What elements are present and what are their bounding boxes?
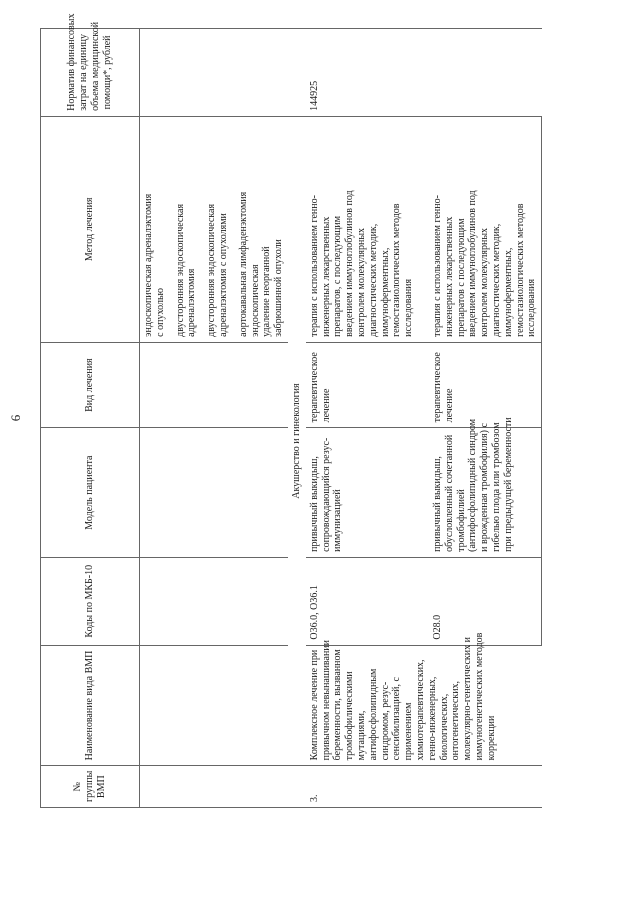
header-treatment-method (41, 116, 140, 342)
group-row-1 (306, 29, 418, 808)
text-line: терапевтическое (431, 352, 443, 423)
text-line: гемостазиологических методов (391, 203, 403, 337)
text-line: инженерных лекарственных (320, 216, 332, 337)
text-line: беременности, вызванном (332, 649, 344, 761)
text-line: исследования (526, 278, 538, 337)
text-line: Модель пациента (84, 455, 96, 530)
text-line: при предыдущей беременности (502, 417, 514, 552)
text-line: диагностических методик, (490, 223, 502, 337)
text-line: биологических, (438, 693, 450, 761)
continuation-codes-cell (140, 557, 288, 645)
text-line: привычном невынашивании (320, 639, 332, 761)
patient-model (306, 428, 418, 557)
text-line: привычный выкидыш, (308, 456, 320, 552)
continuation-method-cell (140, 116, 288, 342)
text-line: (антифосфолипидный синдром (467, 418, 479, 552)
text-line: мутациями, (355, 710, 367, 761)
text-line: Комплексное лечение при (308, 649, 320, 761)
method-line: эндоскопическая (249, 264, 261, 337)
treatment-type (306, 342, 418, 428)
text-line: иммуногенетических методов (473, 632, 485, 761)
text-line: помощи*, рублей (101, 35, 113, 110)
header-row (41, 29, 140, 808)
icd-codes: O28.0 (418, 557, 542, 645)
text-line: применением (403, 702, 415, 761)
method-line: адреналэктомия с опухолями (217, 213, 229, 337)
paragraph-gap (167, 122, 175, 337)
text-line: лечение (320, 388, 332, 423)
text-line: иммуноферментных, (502, 247, 514, 337)
header-cost-norm (41, 13, 140, 117)
text-line: препаратов, с последующим (332, 215, 344, 337)
section-title-row (288, 29, 306, 808)
paragraph-gap (230, 122, 238, 337)
treatment-method (418, 116, 542, 342)
text-line: привычный выкидыш, (431, 456, 443, 552)
method-line: удаление неорганной (261, 246, 273, 337)
method-line: аортокавальная лимфаденэктомия (237, 191, 249, 337)
text-line: введением иммуноглобулинов под (467, 190, 479, 337)
section-title: Акушерство и гинекология (288, 116, 306, 766)
method-line: эндоскопическая адреналэктомия (143, 193, 154, 337)
method-line: забрюшинной опухоли (273, 239, 285, 337)
text-line: терапия с использованием генно- (308, 195, 320, 337)
header-icd-codes (41, 557, 140, 645)
header-vmp-name (41, 645, 140, 766)
text-line: сопровождающийся резус- (320, 437, 332, 552)
text-line: иммунизацией (332, 489, 344, 552)
text-line: терапия с использованием генно- (431, 195, 443, 337)
text-line: тромбофилией (455, 489, 467, 552)
rotated-page (8, 13, 600, 808)
text-line: обусловленный сочетанной (443, 434, 455, 552)
text-line: Наименование вида ВМП (84, 650, 96, 761)
text-line: Норматив финансовых (66, 13, 78, 111)
header-patient-model (41, 428, 140, 557)
method-line: двусторонняя эндоскопическая (174, 203, 186, 337)
text-line: генно-инженерных, (426, 676, 438, 761)
continuation-patient-cell (140, 428, 288, 557)
method-line: с опухолью (154, 288, 166, 337)
vmp-table (40, 13, 542, 808)
paragraph-gap (198, 122, 206, 337)
text-line: химиотерапевтических, (414, 659, 426, 761)
text-line: диагностических методик, (367, 223, 379, 337)
page-number: 6 (8, 414, 23, 422)
text-line: синдромом, резус- (379, 681, 391, 761)
text-line: контролем молекулярных (479, 227, 491, 337)
text-line: Вид лечения (84, 358, 96, 412)
text-line: лечение (443, 388, 455, 423)
text-line: группы (84, 770, 96, 802)
continuation-type-cell (140, 342, 288, 428)
text-line: коррекции (485, 715, 497, 761)
text-line: исследования (403, 278, 415, 337)
treatment-method (306, 116, 418, 342)
text-line: антифосфолипидным (367, 668, 379, 761)
patient-model (418, 417, 542, 557)
text-line: введением иммуноглобулинов под (344, 190, 356, 337)
group-vmp-name (306, 632, 542, 766)
continuation-num-cell (140, 766, 288, 808)
continuation-cost-cell (140, 29, 288, 117)
text-line: Коды по МКБ-10 (84, 564, 96, 638)
text-line: и врожденная тромбофилия) с (479, 423, 491, 552)
text-line: гибелью плода или тромбозом (490, 422, 502, 552)
method-line: двусторонняя эндоскопическая (206, 203, 218, 337)
text-line: Метод лечения (84, 197, 96, 262)
text-line: тромбофилическими (344, 671, 356, 761)
method-line: адреналэктомия (186, 268, 198, 337)
text-line: гемостазиологических методов (514, 203, 526, 337)
text-line: объема медицинской (90, 21, 101, 111)
continuation-name-cell (140, 645, 288, 766)
text-line: препаратов с последующим (455, 218, 467, 337)
text-line: онтогенетических, (450, 680, 462, 761)
text-line: контролем молекулярных (355, 227, 367, 337)
treatment-type (418, 342, 542, 428)
text-line: сенсибилизацией, с (391, 677, 403, 761)
text-line: ВМП (95, 775, 107, 799)
text-line: инженерных лекарственных (443, 216, 455, 337)
continuation-row (140, 29, 288, 808)
cost-norm-value: 144925 (306, 29, 542, 117)
text-line: терапевтическое (308, 352, 320, 423)
group-number: 3. (306, 766, 542, 808)
icd-codes: O36.0, O36.1 (306, 557, 418, 645)
header-group-number (41, 766, 140, 808)
text-line: затрат на единицу (78, 34, 90, 111)
text-line: № (72, 781, 84, 792)
text-line: молекулярно-генетических и (462, 637, 474, 761)
text-line: иммуноферментных, (379, 247, 391, 337)
header-treatment-type (41, 342, 140, 428)
